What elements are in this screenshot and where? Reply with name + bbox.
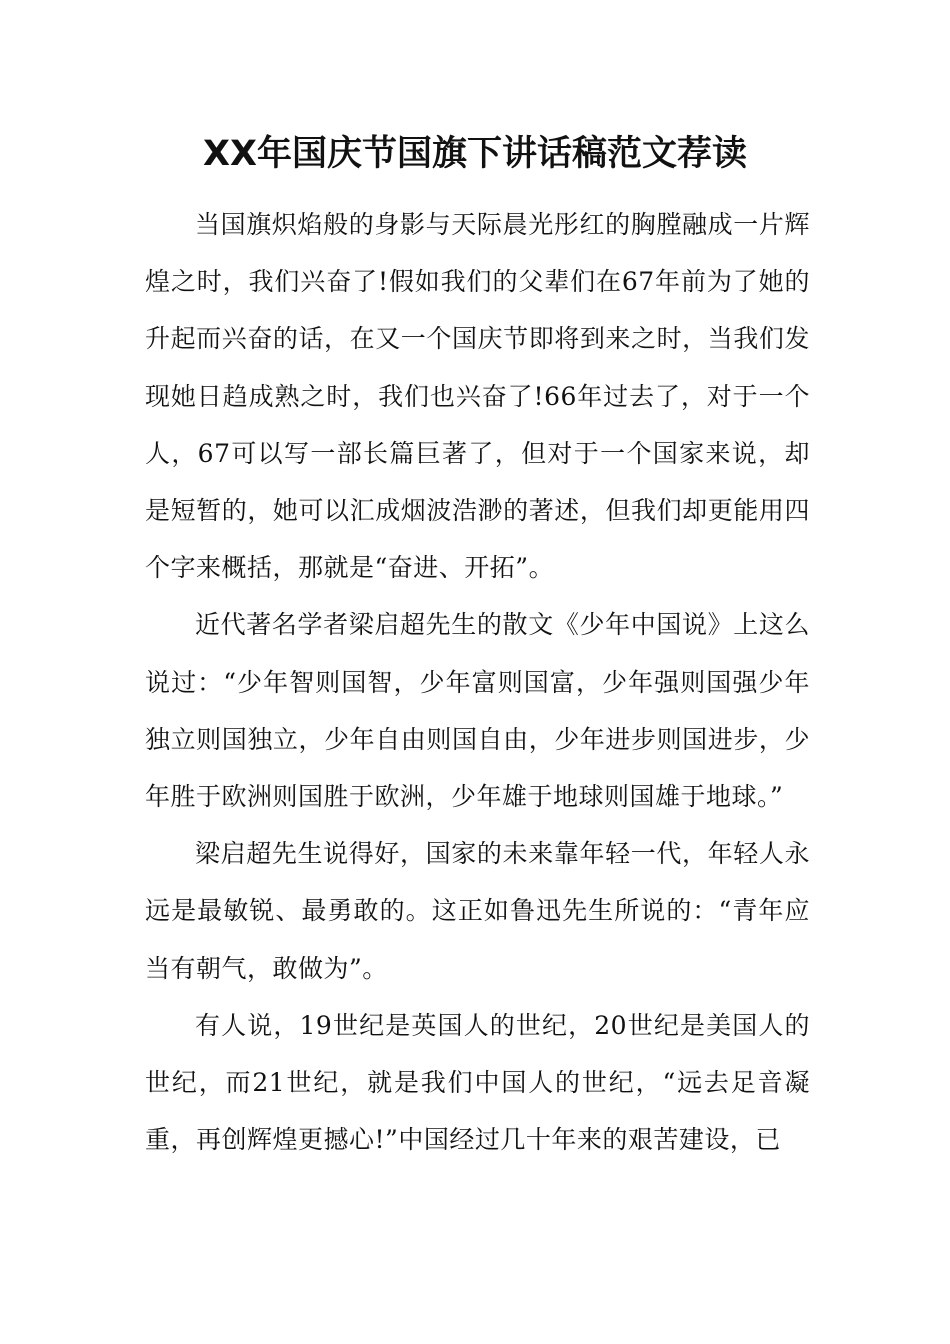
paragraph-1: 当国旗炽焰般的身影与天际晨光彤红的胸膛融成一片辉煌之时，我们兴奋了!假如我们的父辈们在67年前为了她的升起而兴奋的话，在又一个国庆节即将到来之时，当我们发现她日趋成熟之时，我们也兴奋了!66年过去了，对于一个人，67可以写一部长篇巨著了，但对于一个国家来说，却是短暂的，她可以汇成烟波浩渺的著述，但我们却更能用四个字来概括，那就是“奋进、开拓”。 <box>145 210 810 583</box>
paragraph-2: 近代著名学者梁启超先生的散文《少年中国说》上这么说过：“少年智则国智，少年富则国富，少年强则国强少年独立则国独立，少年自由则国自由，少年进步则国进步，少年胜于欧洲则国胜于欧洲，少年雄于地球则国雄于地球。” <box>145 610 810 812</box>
document-body <box>145 196 810 1168</box>
paragraph-3: 梁启超先生说得好，国家的未来靠年轻一代，年轻人永远是最敏锐、最勇敢的。这正如鲁迅先生所说的：“青年应当有朝气，敢做为”。 <box>145 839 810 983</box>
document-title: XX年国庆节国旗下讲话稿范文荐读 <box>203 134 747 174</box>
paragraph-4: 有人说，19世纪是英国人的世纪，20世纪是美国人的世纪，而21世纪，就是我们中国人的世纪，“远去足音凝重，再创辉煌更撼心!”中国经过几十年来的艰苦建设，已 <box>145 1010 810 1155</box>
